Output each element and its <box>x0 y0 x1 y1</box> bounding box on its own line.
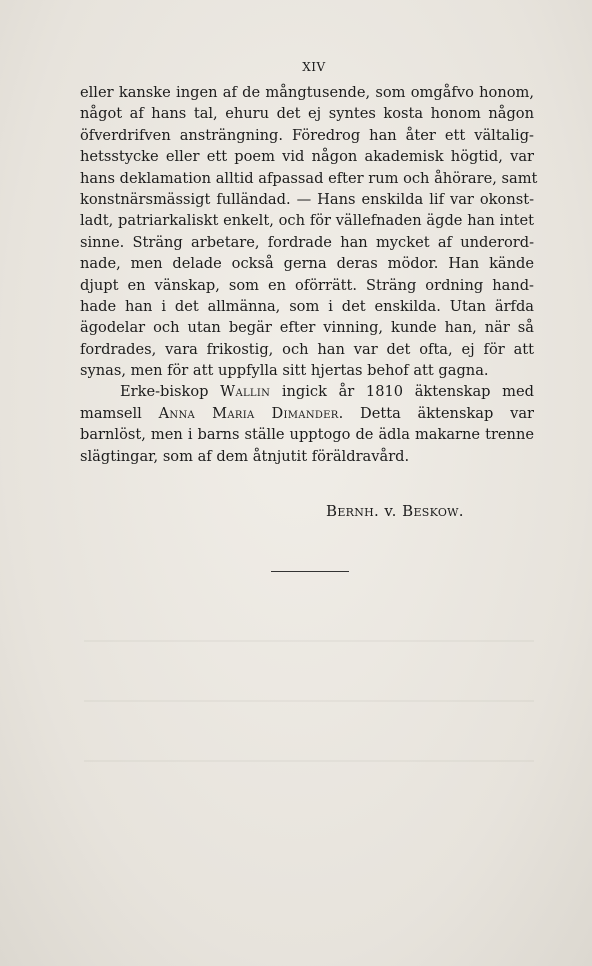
text-line: ägodelar och utan begär efter vinning, kunde han, när så <box>80 319 534 337</box>
text-line: nade, men delade också gerna deras mödor. Han kände <box>80 255 534 273</box>
section-divider <box>271 571 349 572</box>
text-fragment: Erke-biskop <box>120 383 221 401</box>
text-line: eller kanske ingen af de mångtusende, som omgåfvo honom, <box>80 84 534 101</box>
signature-last-name: Beskow. <box>402 502 464 520</box>
text-line: sinne. Sträng arbetare, fordrade han mycket af underord- <box>80 233 534 251</box>
text-line: ladt, patriarkaliskt enkelt, och för vällefnaden ägde han intet <box>80 212 534 230</box>
person-name: Anna Maria Dimander <box>158 404 339 422</box>
text-fragment: mamsell <box>80 404 159 422</box>
page-number: XIV <box>302 60 326 74</box>
text-line: djupt en vänskap, som en oförrätt. Sträng ordning hand- <box>80 276 534 294</box>
text-line: synas, men för att uppfylla sitt hjertas behof att gagna. <box>80 362 489 380</box>
text-line <box>80 403 534 424</box>
text-line: hans deklamation alltid afpassad efter rum och åhörare, samt <box>80 169 538 187</box>
text-line: konstnärsmässigt fulländad. — Hans enskilda lif var okonst- <box>80 190 534 208</box>
text-line: något af hans tal, ehuru det ej syntes kosta honom någon <box>80 105 534 123</box>
show-through-mark <box>84 700 534 702</box>
text-line: fordrades, vara frikostig, och han var det ofta, ej för att <box>80 340 534 358</box>
text-line: öfverdrifven ansträngning. Föredrog han åter ett vältalig- <box>80 126 534 144</box>
text-fragment: . Detta äktenskap var <box>338 404 534 422</box>
show-through-mark <box>84 760 534 762</box>
text-line: hetsstycke eller ett poem vid någon akademisk högtid, var <box>80 148 534 166</box>
signature-first-name: Bernh. <box>326 502 380 520</box>
text-fragment: ingick år 1810 äktenskap med <box>270 383 534 401</box>
show-through-mark <box>84 640 534 642</box>
text-line: hade han i det allmänna, som i det enskilda. Utan ärfda <box>80 297 534 315</box>
signature-particle: v. <box>379 502 403 520</box>
body-text <box>80 82 538 467</box>
text-line: barnlöst, men i barns ställe upptogo de ädla makarne trenne <box>80 426 534 444</box>
person-name: Wallin <box>220 383 271 401</box>
text-line: slägtingar, som af dem åtnjutit föräldravård. <box>80 447 410 465</box>
author-signature <box>326 502 464 520</box>
text-line <box>80 381 534 402</box>
